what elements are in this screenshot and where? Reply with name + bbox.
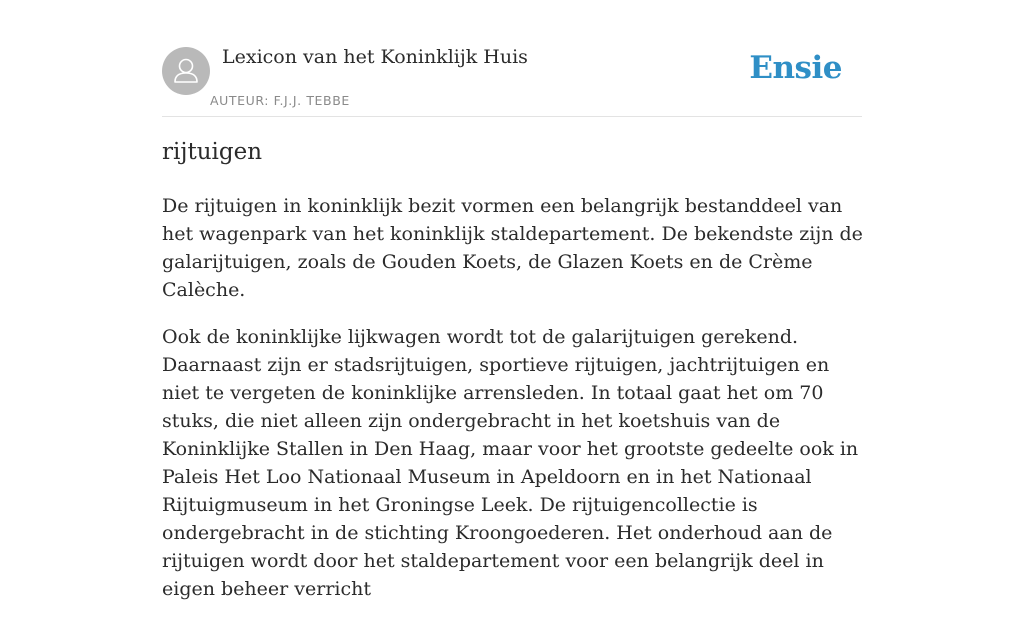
article-paragraph: Ook de koninklijke lijkwagen wordt tot de galarijtuigen gerekend. Daarnaast zijn er stadsrijtuigen, sportieve rijtuigen, jachtrijtuigen en niet te vergeten de koninklijke arrensleden. In totaal gaat het om 70 stuks, die niet alleen zijn ondergebracht in het koetshuis van de Koninklijke Stallen in Den Haag, maar voor het grootste gedeelte ook in Paleis Het Loo Nationaal Museum in Apeldoorn en in het Nationaal Rijtuigmuseum in het Groningse Leek. De rijtuigencollectie is ondergebracht in de stichting Kroongoederen. Het onderhoud aan de rijtuigen wordt door het staldepartement voor een belangrijk deel in eigen beheer verricht [162, 326, 859, 600]
source-title[interactable]: Lexicon van het Koninklijk Huis [222, 46, 528, 68]
author-label[interactable]: AUTEUR: F.J.J. TEBBE [210, 93, 350, 108]
brand-logo[interactable]: Ensie [749, 50, 842, 86]
author-avatar[interactable] [162, 47, 210, 95]
source-header [162, 46, 862, 117]
article-paragraph: De rijtuigen in koninklijk bezit vormen een belangrijk bestanddeel van het wagenpark van het koninklijk staldepartement. De bekendste zijn de galarijtuigen, zoals de Gouden Koets, de Glazen Koets en de Crème Calèche. [162, 195, 863, 301]
article-title: rijtuigen [162, 139, 263, 165]
article-body [162, 192, 866, 622]
user-icon [162, 47, 210, 95]
